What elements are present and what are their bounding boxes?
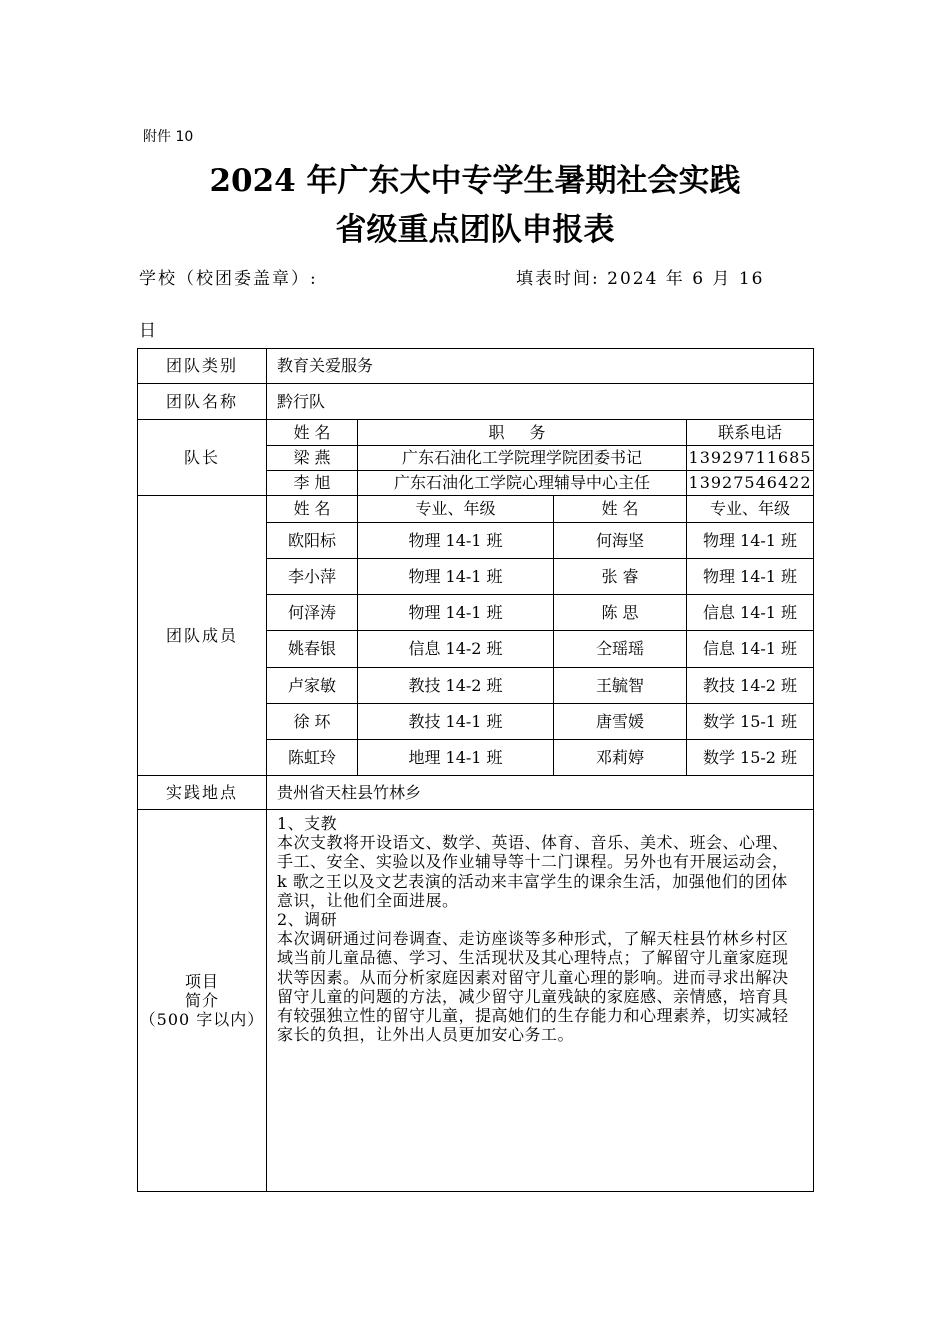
attachment-label: 附件 10 [143,129,194,145]
document-title-line1: 2024 年广东大中专学生暑期社会实践 [209,163,741,199]
member-name: 李小萍 [267,559,358,595]
leader-header-row [138,420,814,446]
member-major: 教技 14-2 班 [687,668,814,704]
member-major: 信息 14-1 班 [687,631,814,668]
leader-phone-header: 联系电话 [687,420,814,446]
member-name-header: 姓 名 [554,496,687,523]
leader-title-header: 职 务 [358,420,687,446]
member-major: 物理 14-1 班 [358,595,554,631]
intro-label-line: （500 字以内） [139,1010,265,1030]
member-major: 信息 14-2 班 [358,631,554,668]
member-name: 卢家敏 [267,668,358,704]
intro-content [267,810,814,1192]
intro-label-line: 项目 [184,971,219,991]
location-value: 贵州省天柱县竹林乡 [267,776,814,810]
fill-time: 填表时间: 2024 年 6 月 16 [516,269,765,289]
team-name-row [138,384,814,420]
member-name: 王毓智 [554,668,687,704]
leader-name: 李 旭 [267,471,358,496]
fill-time-tail: 日 [139,321,156,341]
member-name: 陈虹玲 [267,740,358,776]
member-major: 物理 14-1 班 [358,559,554,595]
member-major: 数学 15-2 班 [687,740,814,776]
intro-heading: 1、支教 [277,814,338,833]
member-major: 物理 14-1 班 [687,523,814,559]
member-major: 教技 14-1 班 [358,704,554,740]
document-title-line2: 省级重点团队申报表 [335,212,615,248]
member-major: 物理 14-1 班 [358,523,554,559]
leader-title: 广东石油化工学院心理辅导中心主任 [358,471,687,496]
member-major: 教技 14-2 班 [358,668,554,704]
leader-name-header: 姓 名 [267,420,358,446]
location-label: 实践地点 [138,776,267,810]
member-major: 地理 14-1 班 [358,740,554,776]
member-name: 欧阳标 [267,523,358,559]
location-row [138,776,814,810]
member-name: 唐雪媛 [554,704,687,740]
team-name-value: 黔行队 [267,384,814,420]
intro-row [138,810,814,1192]
leader-phone: 13927546422 [687,471,814,496]
intro-label [138,810,267,1192]
leader-name: 梁 燕 [267,446,358,471]
intro-paragraph: 本次调研通过问卷调查、走访座谈等多种形式，了解天柱县竹林乡村区域当前儿童品德、学习、生活现状及其心理特点；了解留守儿童家庭现状等因素。从而分析家庭因素对留守儿童心理的影响。进而寻求出解决留守儿童的问题的方法，减少留守儿童残缺的家庭感、亲情感，培育具有较强独立性的留守儿童，提高她们的生存能力和心理素养，切实减轻家长的负担，让外出人员更加安心务工。 [277,929,789,1045]
member-major: 数学 15-1 班 [687,704,814,740]
member-name: 徐 环 [267,704,358,740]
intro-heading: 2、调研 [277,909,338,929]
application-form-table [137,348,814,1192]
member-name: 何泽涛 [267,595,358,631]
category-value: 教育关爱服务 [267,349,814,384]
member-major: 信息 14-1 班 [687,595,814,631]
member-header-row [138,496,814,523]
member-name: 仝瑶瑶 [554,631,687,668]
leader-phone: 13929711685 [687,446,814,471]
member-name: 邓莉婷 [554,740,687,776]
intro-paragraph: 本次支教将开设语文、数学、英语、体育、音乐、美术、班会、心理、手工、安全、实验以及作业辅导等十二门课程。另外也有开展运动会，k 歌之王以及文艺表演的活动来丰富学生的课余生活，加强他们的团体意识，让他们全面进展。 [277,833,789,910]
category-label: 团队类别 [138,349,267,384]
intro-label-line: 简介 [184,990,219,1010]
member-name: 何海坚 [554,523,687,559]
leader-title: 广东石油化工学院理学院团委书记 [358,446,687,471]
members-label: 团队成员 [138,496,267,776]
leader-label: 队长 [138,420,267,496]
member-name: 姚春银 [267,631,358,668]
member-name: 陈 思 [554,595,687,631]
member-name: 张 睿 [554,559,687,595]
member-major-header: 专业、年级 [358,496,554,523]
member-major: 物理 14-1 班 [687,559,814,595]
member-major-header: 专业、年级 [687,496,814,523]
category-row [138,349,814,384]
team-name-label: 团队名称 [138,384,267,420]
school-stamp-label: 学校（校团委盖章）: [139,269,318,289]
member-name-header: 姓 名 [267,496,358,523]
